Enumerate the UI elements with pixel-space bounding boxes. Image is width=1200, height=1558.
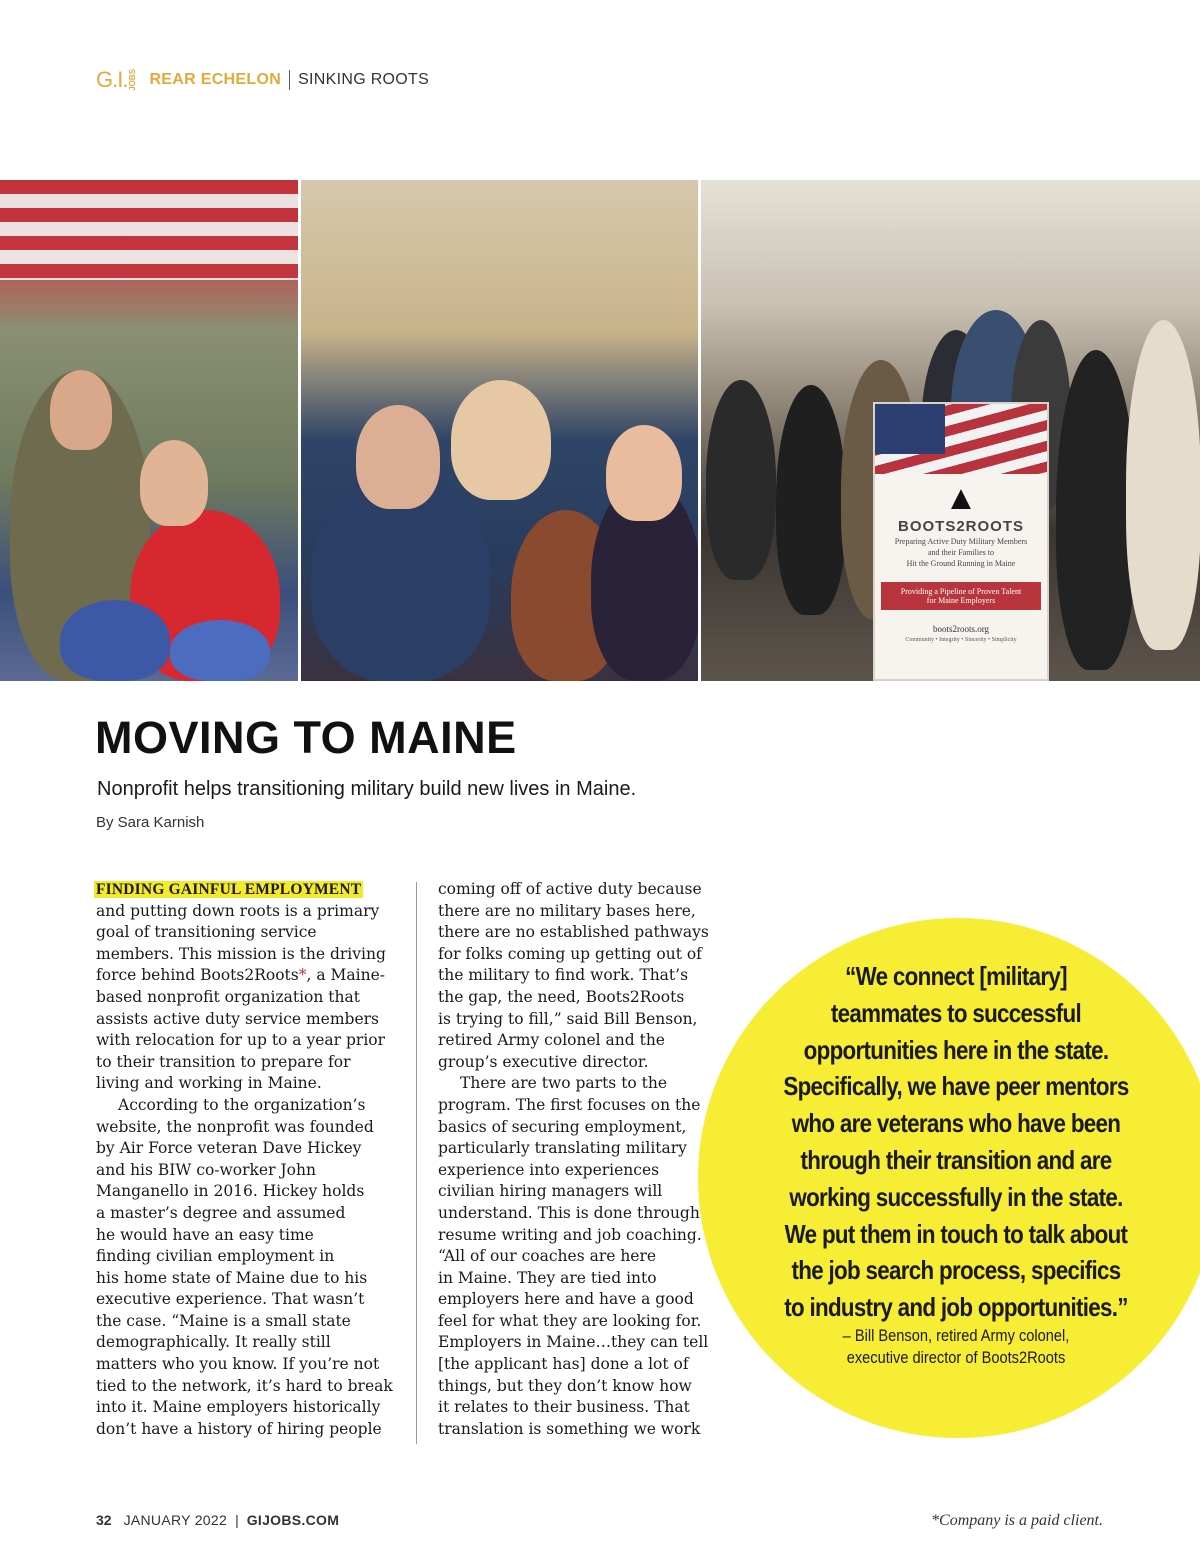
body-line: members. This mission is the driving: [96, 944, 386, 963]
body-line: based nonprofit organization that: [96, 987, 360, 1006]
mother-head: [606, 425, 682, 521]
article-dek: Nonprofit helps transitioning military build new lives in Maine.: [97, 778, 637, 800]
paid-client-note: *Company is a paid client.: [931, 1512, 1103, 1529]
body-line: translation is something we work: [438, 1419, 701, 1438]
body-line: civilian hiring managers will: [438, 1182, 663, 1201]
pull-quote-line: We put them in touch to talk about: [784, 1218, 1128, 1249]
banner-line-2: and their Families to: [928, 548, 994, 557]
body-line: don’t have a history of hiring people: [96, 1419, 382, 1438]
photo-family-cornfield: [298, 180, 698, 681]
body-line: his home state of Maine due to his: [96, 1268, 368, 1287]
footer-separator: |: [235, 1512, 239, 1528]
body-line: into it. Maine employers historically: [96, 1398, 381, 1417]
banner-line-3: Hit the Ground Running in Maine: [906, 559, 1016, 568]
body-line: he would have an easy time: [96, 1225, 314, 1244]
body-line-with-asterisk: [96, 965, 401, 987]
body-line: employers here and have a good: [438, 1290, 694, 1309]
body-line: the gap, the need, Boots2Roots: [438, 987, 685, 1006]
soldier-head: [50, 370, 112, 450]
attribution-line-2: executive director of Boots2Roots: [846, 1348, 1066, 1367]
article-column-1: [96, 879, 401, 1440]
pull-quote: [741, 958, 1171, 1326]
body-text: , a Maine-: [306, 966, 385, 985]
body-line: matters who you know. If you’re not: [96, 1355, 380, 1374]
article-column-2: [438, 879, 708, 1440]
group-person-8: [1126, 320, 1200, 650]
photo-strip: [0, 180, 1200, 681]
body-line: website, the nonprofit was founded: [96, 1117, 374, 1136]
body-line: group’s executive director.: [438, 1052, 649, 1071]
child-figure-2: [170, 620, 270, 681]
article-title: MOVING TO MAINE: [95, 712, 517, 763]
body-line: is trying to fill,” said Bill Benson,: [438, 1009, 698, 1028]
pull-quote-line: “We connect [military]: [845, 961, 1067, 991]
body-line: assists active duty service members: [96, 1009, 380, 1028]
pull-quote-attribution: [741, 1325, 1171, 1369]
body-line: program. The first focuses on the: [438, 1095, 701, 1114]
body-line: in Maine. They are tied into: [438, 1268, 657, 1287]
body-line: tied to the network, it’s hard to break: [96, 1376, 393, 1395]
body-line: a master’s degree and assumed: [96, 1203, 346, 1222]
flag-backdrop: [0, 180, 298, 280]
pull-quote-line: to industry and job opportunities.”: [784, 1292, 1128, 1323]
lead-in-highlight: FINDING GAINFUL EMPLOYMENT: [96, 881, 362, 898]
body-line: living and working in Maine.: [96, 1074, 322, 1093]
body-text: force behind Boots2Roots: [96, 966, 299, 985]
woman-head: [140, 440, 208, 526]
pull-quote-line: working successfully in the state.: [789, 1181, 1123, 1212]
body-line: particularly translating military: [438, 1139, 687, 1158]
photo-military-family: [0, 180, 298, 681]
attribution-line-1: – Bill Benson, retired Army colonel,: [842, 1326, 1070, 1345]
body-line: it relates to their business. That: [438, 1398, 690, 1417]
body-line: to their transition to prepare for: [96, 1052, 351, 1071]
body-line: basics of securing employment,: [438, 1117, 687, 1136]
pull-quote-line: opportunities here in the state.: [803, 1034, 1109, 1065]
header-divider: [289, 70, 290, 90]
body-line: and putting down roots is a primary: [96, 901, 380, 920]
subsection-label: SINKING ROOTS: [298, 71, 430, 88]
body-line: things, but they don’t know how: [438, 1376, 692, 1395]
pull-quote-line: Specifically, we have peer mentors: [783, 1071, 1129, 1102]
body-line: there are no established pathways: [438, 923, 709, 942]
group-person-7: [1056, 350, 1136, 670]
column-divider: [416, 882, 417, 1444]
body-line: the case. “Maine is a small state: [96, 1311, 351, 1330]
pull-quote-line: through their transition and are: [800, 1144, 1112, 1175]
body-line: resume writing and job coaching.: [438, 1225, 702, 1244]
page-header: [96, 64, 429, 96]
body-line: coming off of active duty because: [438, 880, 702, 898]
body-line: [the applicant has] done a lot of: [438, 1355, 689, 1374]
banner-red-line-2: for Maine Employers: [926, 596, 996, 605]
banner-url: boots2roots.org: [932, 624, 990, 634]
body-line: for folks coming up getting out of: [438, 944, 702, 963]
logo-jobs-text: JOBS: [128, 69, 138, 91]
body-line: According to the organization’s: [118, 1095, 366, 1114]
article-byline: By Sara Karnish: [96, 814, 205, 831]
banner-title: BOOTS2ROOTS: [897, 518, 1024, 535]
body-line: “All of our coaches are here: [438, 1247, 657, 1266]
banner-tags: Community • Integrity • Sincerity • Simplicity: [905, 637, 1017, 643]
group-person-1: [706, 380, 776, 580]
banner-line-1: Preparing Active Duty Military Members: [894, 537, 1028, 546]
issue-date: JANUARY 2022: [123, 1512, 228, 1528]
body-line: finding civilian employment in: [96, 1247, 335, 1266]
banner-red-line-1: Providing a Pipeline of Proven Talent: [900, 587, 1022, 596]
boots2roots-banner: [873, 402, 1049, 681]
paid-client-asterisk: *: [298, 966, 307, 985]
section-label: REAR ECHELON: [149, 71, 282, 88]
body-line: goal of transitioning service: [96, 923, 317, 942]
child-figure-3: [451, 380, 551, 500]
body-line: Employers in Maine…they can tell: [438, 1333, 709, 1352]
pull-quote-line: who are veterans who have been: [791, 1108, 1121, 1139]
pull-quote-line: the job search process, specifics: [791, 1255, 1121, 1286]
body-line: there are no military bases here,: [438, 901, 696, 920]
banner-flag: [875, 404, 1047, 474]
body-line: and his BIW co-worker John: [96, 1160, 316, 1179]
body-line: demographically. It really still: [96, 1333, 331, 1352]
child-figure-1: [60, 600, 170, 681]
logo-gi-text: G.I.: [96, 67, 128, 92]
body-line: by Air Force veteran Dave Hickey: [96, 1139, 362, 1158]
gi-jobs-logo: [96, 67, 137, 93]
banner-red-box: [881, 582, 1041, 610]
site-link[interactable]: GIJOBS.COM: [246, 1512, 340, 1528]
group-person-2: [776, 385, 846, 615]
body-line: feel for what they are looking for.: [438, 1311, 702, 1330]
page-footer: [96, 1512, 339, 1528]
father-head: [356, 405, 440, 509]
body-line: understand. This is done through: [438, 1203, 700, 1222]
body-line: with relocation for up to a year prior: [96, 1031, 386, 1050]
body-line: There are two parts to the: [460, 1074, 668, 1093]
body-line: retired Army colonel and the: [438, 1031, 665, 1050]
body-line: experience into experiences: [438, 1160, 660, 1179]
pull-quote-line: teammates to successful: [830, 997, 1082, 1028]
body-line: Manganello in 2016. Hickey holds: [96, 1182, 365, 1201]
body-line: the military to find work. That’s: [438, 966, 689, 985]
body-line: executive experience. That wasn’t: [96, 1290, 365, 1309]
photo-group-boots2roots: [698, 180, 1200, 681]
boot-icon: ▲: [944, 480, 978, 517]
page-number: 32: [96, 1512, 112, 1528]
